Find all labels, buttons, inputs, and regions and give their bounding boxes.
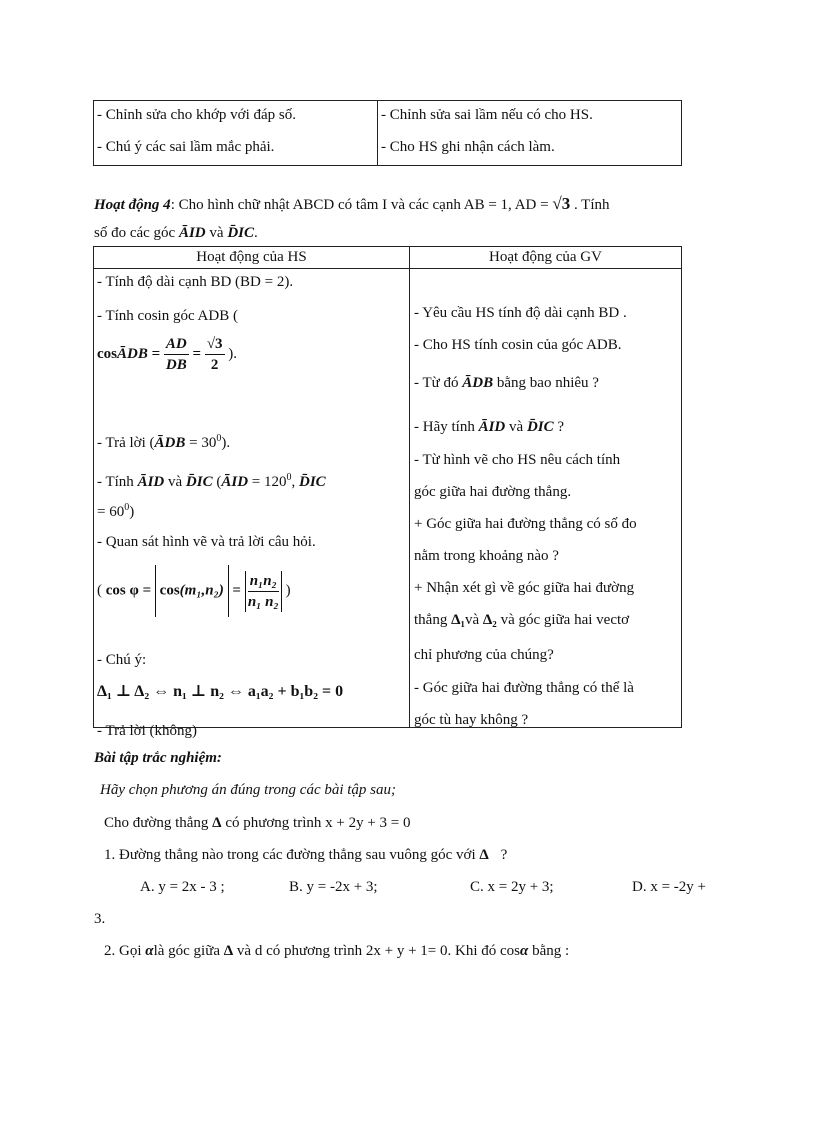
degree-sup-2: 0 <box>286 472 292 483</box>
activity4-text-2: . Tính <box>573 197 610 213</box>
gv-r4-pre: - Hãy tính <box>414 419 475 435</box>
cosphi-label: cos φ = <box>105 582 152 599</box>
close-paren-1: ). <box>228 345 238 362</box>
answer-pre: - Trả lời ( <box>97 435 155 451</box>
equals-2: = <box>192 345 202 362</box>
frac-num-ad: AD <box>164 334 189 355</box>
alpha-symbol-2: α <box>520 943 529 959</box>
sqrt3-symbol: √3 <box>552 194 571 213</box>
gv-line-3 <box>414 373 599 393</box>
q2-post: và d có phương trình 2x + y + 1= 0. Khi đó cos <box>236 943 521 959</box>
angle-adb-2: ĀDB <box>154 435 186 451</box>
activity4-text-1: : Cho hình chữ nhật ABCD có tâm I và các cạnh AB = 1, AD = <box>170 197 549 213</box>
hs-line-2: - Tính cosin góc ADB ( <box>97 308 238 324</box>
question-2 <box>104 943 569 960</box>
hs-line-9: - Chú ý: <box>97 652 147 668</box>
frac-den-2: 2 <box>210 357 219 373</box>
q1-option-b: B. y = -2x + 3; <box>289 879 378 895</box>
q1-option-d: D. x = -2y + <box>632 879 706 895</box>
gv-delta-2: Δ₂ <box>482 612 497 628</box>
gv-r3-pre: - Từ đó <box>414 375 459 391</box>
hs-line-1: - Tính độ dài cạnh BD (BD = 2). <box>97 274 294 290</box>
gv-angle-aid: ĀID <box>478 419 506 435</box>
gv-angle-adb: ĀDB <box>462 375 494 391</box>
hs-line-11: - Trả lời (không) <box>97 723 198 739</box>
gv-line-7: + Góc giữa hai đường thẳng có số đo <box>414 516 637 532</box>
gv-line-5: - Từ hình vẽ cho HS nêu cách tính <box>414 452 621 468</box>
top-table-left-cell <box>94 101 378 166</box>
angle-dic-3: D̄IC <box>299 474 326 490</box>
given-post: có phương trình x + 2y + 3 = 0 <box>225 815 411 831</box>
gv-line-9: + Nhận xét gì về góc giữa hai đường <box>414 580 635 596</box>
cosphi-close: ) <box>285 582 291 599</box>
hs-cos-phi-formula <box>97 565 291 617</box>
gv-r4-post: ? <box>557 419 565 435</box>
compute-paren: ( <box>216 474 222 490</box>
frac-num-sqrt3: √3 <box>205 334 225 355</box>
compute-and: và <box>168 474 183 490</box>
top-right-line-1: - Chỉnh sửa sai lầm nếu có cho HS. <box>381 107 593 123</box>
q1-pre: 1. Đường thẳng nào trong các đường thẳng sau vuông góc với <box>104 847 476 863</box>
q2-pre: 2. Gọi <box>104 943 142 959</box>
angle-aid-3: ĀID <box>221 474 249 490</box>
header-gv: Hoạt động của GV <box>410 247 682 269</box>
gv-delta-1: Δ₁ <box>451 612 465 628</box>
exercise-given <box>104 815 411 832</box>
hs-cos-adb-formula <box>97 334 237 375</box>
activity4-period: . <box>254 225 258 241</box>
angle-adb: ĀDB <box>117 345 148 362</box>
top-left-line-1: - Chỉnh sửa cho khớp với đáp số. <box>97 107 296 123</box>
cosphi-cos: cos <box>159 582 180 599</box>
delta-symbol: Δ <box>212 815 222 831</box>
q2-end: bằng : <box>532 943 570 959</box>
exercise-instruction: Hãy chọn phương án đúng trong các bài tập sau; <box>100 782 397 798</box>
gv-r10-post: và góc giữa hai vectơ <box>500 612 630 628</box>
value-120: = 120 <box>251 474 287 490</box>
top-table <box>93 100 682 166</box>
gv-r10-and: và <box>464 612 480 628</box>
q2-delta: Δ <box>223 943 234 959</box>
cosphi-eq: = <box>232 582 241 599</box>
cosphi-args: (m₁,n₂) <box>179 582 224 599</box>
activity4-line2-pre: số đo các góc <box>94 225 176 241</box>
abs-bar-left-1 <box>155 565 156 617</box>
hs-column <box>94 269 410 739</box>
gv-line-6: góc giữa hai đường thẳng. <box>414 484 572 500</box>
degree-sup-1: 0 <box>216 433 222 444</box>
question-1 <box>104 847 507 864</box>
value-60: = 60 <box>97 504 125 520</box>
gv-line-12: - Góc giữa hai đường thẳng có thể là <box>414 680 634 696</box>
perpendicular-condition: Δ₁ ⊥ Δ₂ ⇔ n₁ ⊥ n₂ ⇔ a₁a₂ + b₁b₂ = 0 <box>97 683 344 700</box>
answer-close: ). <box>221 435 231 451</box>
fraction-sqrt3-2 <box>205 334 225 375</box>
q1-post: ? <box>500 847 508 863</box>
header-hs: Hoạt động của HS <box>94 247 410 269</box>
abs-bar-right-1 <box>228 565 229 617</box>
hs-line-4 <box>97 429 230 453</box>
cos-label: cos <box>97 345 117 362</box>
degree-sup-3: 0 <box>124 502 130 513</box>
hs-line-7: - Quan sát hình vẽ và trả lời câu hỏi. <box>97 534 316 550</box>
equals-1: = <box>151 345 161 362</box>
gv-r4-and: và <box>509 419 524 435</box>
top-left-line-2: - Chú ý các sai lầm mắc phải. <box>97 139 275 155</box>
gv-line-4 <box>414 417 564 437</box>
q1-delta: Δ <box>479 847 489 863</box>
cosphi-fraction <box>245 571 282 612</box>
q1-option-a: A. y = 2x - 3 ; <box>140 879 225 895</box>
compute-pre: - Tính <box>97 474 134 490</box>
gv-r10-pre: thẳng <box>414 612 448 628</box>
cosphi-den: n₁ n₂ <box>247 593 279 610</box>
hs-line-6 <box>97 498 134 522</box>
q2-mid: là góc giữa <box>153 943 221 959</box>
compute-comma: , <box>291 474 296 490</box>
activity4-line-2 <box>94 225 258 242</box>
angle-aid-2: ĀID <box>137 474 165 490</box>
gv-column <box>410 269 682 728</box>
cosphi-num: n₁n₂ <box>248 571 279 592</box>
activity-table <box>93 246 682 739</box>
exercise-title: Bài tập trắc nghiệm: <box>94 750 222 766</box>
gv-line-13: góc tù hay không ? <box>414 712 529 728</box>
q1-option-d-wrap: 3. <box>94 911 106 927</box>
gv-r3-post: bằng bao nhiêu ? <box>496 375 599 391</box>
given-pre: Cho đường thẳng <box>104 815 209 831</box>
top-right-line-2: - Cho HS ghi nhận cách làm. <box>381 139 555 155</box>
fraction-ad-db <box>164 334 189 375</box>
angle-dic: D̄IC <box>227 225 255 241</box>
activity4-and: và <box>209 225 224 241</box>
close-paren-2: ) <box>129 504 135 520</box>
alpha-symbol: α <box>145 943 154 959</box>
answer-value: = 30 <box>189 435 217 451</box>
angle-dic-2: D̄IC <box>185 474 213 490</box>
activity4-title: Hoạt động 4 <box>94 197 171 213</box>
gv-line-2: - Cho HS tính cosin của góc ADB. <box>414 337 622 353</box>
q1-option-c: C. x = 2y + 3; <box>470 879 554 895</box>
gv-line-1: - Yêu cầu HS tính độ dài cạnh BD . <box>414 305 627 321</box>
gv-angle-dic: D̄IC <box>526 419 554 435</box>
gv-line-10 <box>414 610 629 630</box>
gv-line-11: chỉ phương của chúng? <box>414 647 554 663</box>
hs-line-5 <box>97 468 326 492</box>
top-table-right-cell <box>378 101 682 166</box>
activity4-line-1 <box>94 194 610 214</box>
frac-den-db: DB <box>165 357 187 373</box>
angle-aid: ĀID <box>178 225 206 241</box>
gv-line-8: nằm trong khoảng nào ? <box>414 548 559 564</box>
cosphi-open: ( <box>97 582 102 599</box>
